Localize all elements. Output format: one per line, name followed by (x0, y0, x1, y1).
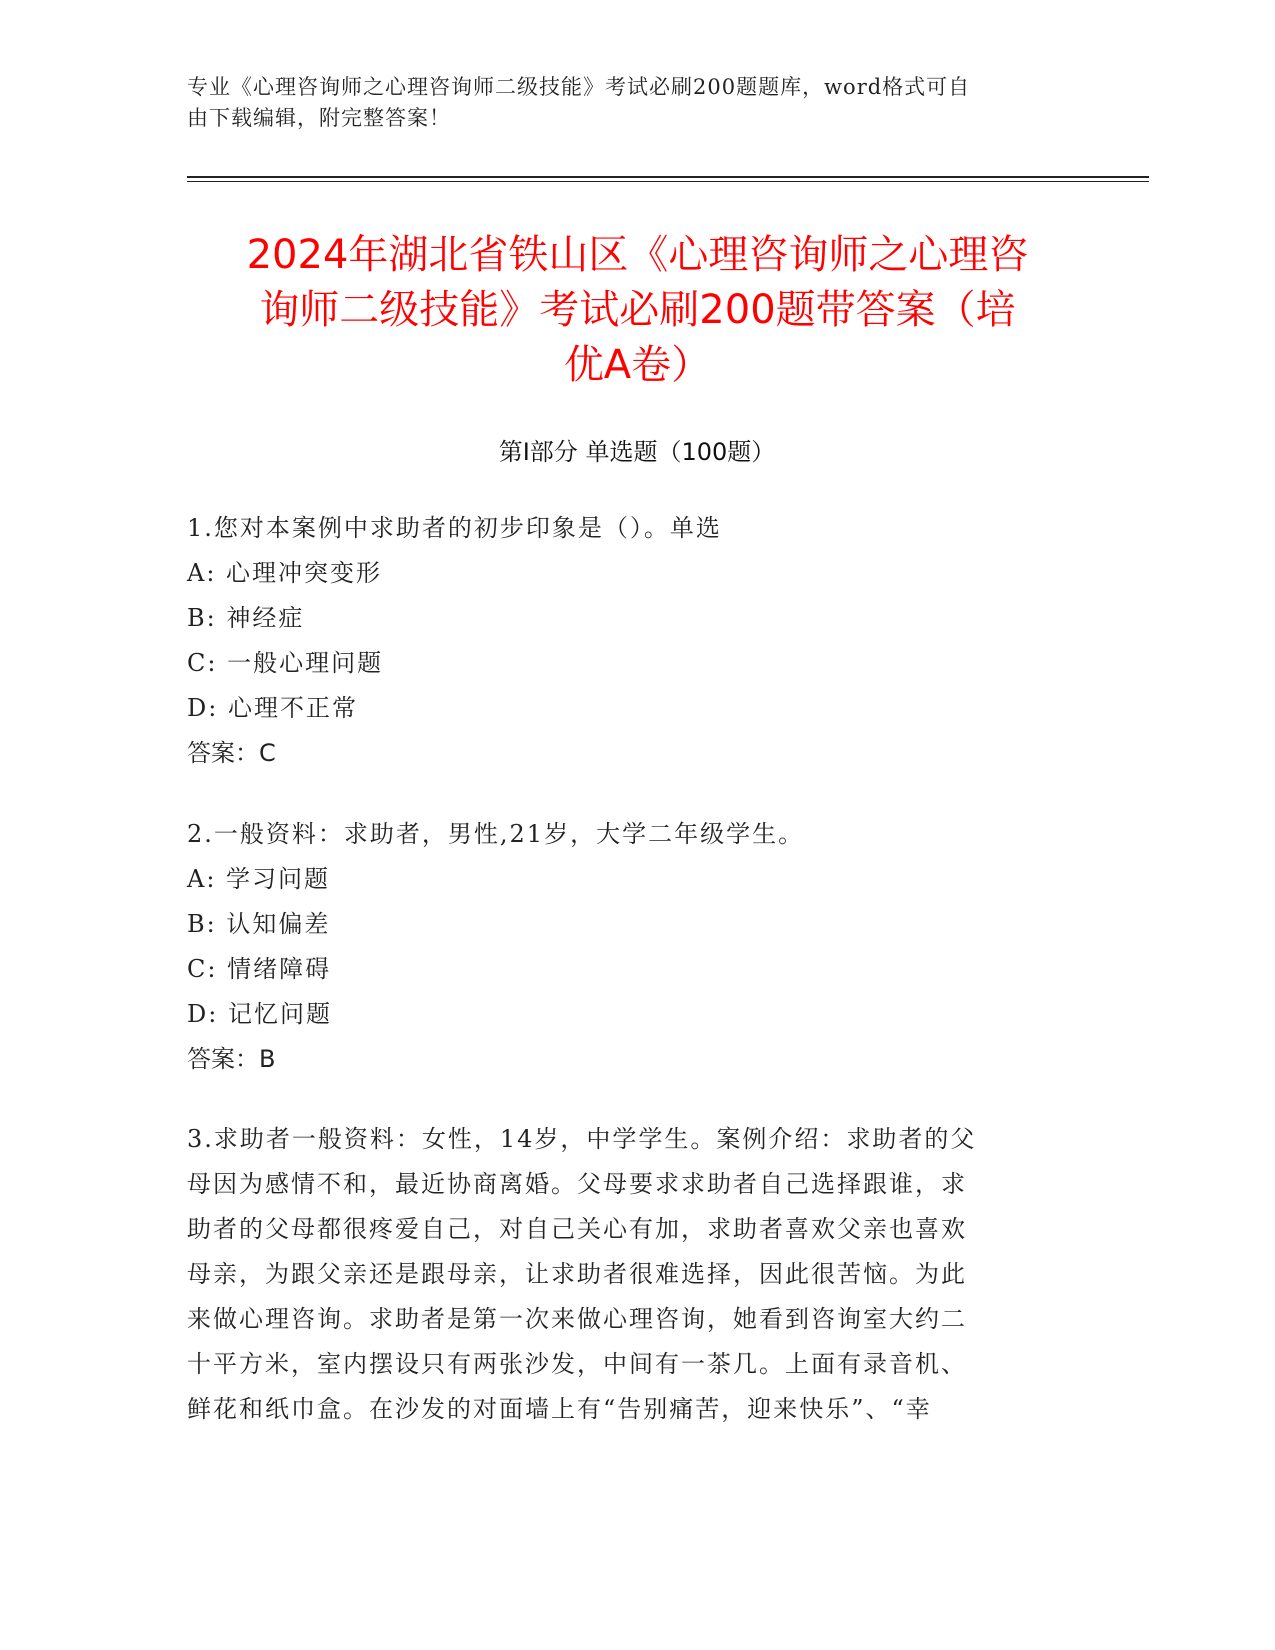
question-stem-line: 母亲，为跟父亲还是跟母亲，让求助者很难选择，因此很苦恼。为此 (187, 1260, 967, 1288)
option-c: C: 一般心理问题 (187, 649, 384, 677)
header-divider-thick (187, 176, 1149, 178)
section-title: 第Ⅰ部分 单选题（100题） (498, 438, 776, 466)
title-line2: 询师二级技能》考试必刷200题带答案（培 (259, 287, 1016, 333)
title-line3: 优A卷） (563, 342, 712, 388)
header-note (187, 72, 1087, 134)
answer: 答案：B (187, 1045, 276, 1073)
question-stem: 1.您对本案例中求助者的初步印象是（）。单选 (187, 514, 722, 542)
question-3 (187, 1117, 1057, 1432)
option-b: B: 认知偏差 (187, 910, 331, 938)
question-stem-line: 鲜花和纸巾盒。在沙发的对面墙上有“告别痛苦，迎来快乐”、“幸 (187, 1395, 932, 1423)
question-stem-line: 十平方米，室内摆设只有两张沙发，中间有一茶几。上面有录音机、 (187, 1350, 967, 1378)
answer: 答案：C (187, 739, 276, 767)
question-stem-line: 助者的父母都很疼爱自己，对自己关心有加，求助者喜欢父亲也喜欢 (187, 1215, 967, 1243)
option-c: C: 情绪障碍 (187, 955, 332, 983)
question-stem-line: 3.求助者一般资料：女性，14岁，中学学生。案例介绍：求助者的父 (187, 1125, 977, 1153)
question-stem: 2.一般资料：求助者，男性,21岁，大学二年级学生。 (187, 820, 805, 848)
title-line1: 2024年湖北省铁山区《心理咨询师之心理咨 (246, 232, 1029, 278)
question-1 (187, 506, 1057, 776)
option-a: A: 学习问题 (187, 865, 331, 893)
option-d: D: 心理不正常 (187, 694, 358, 722)
question-stem-line: 来做心理咨询。求助者是第一次来做心理咨询，她看到咨询室大约二 (187, 1305, 967, 1333)
document-title (160, 228, 1115, 393)
option-b: B: 神经症 (187, 604, 305, 632)
question-2 (187, 812, 1057, 1082)
option-a: A: 心理冲突变形 (187, 559, 383, 587)
header-note-line1: 专业《心理咨询师之心理咨询师二级技能》考试必刷200题题库，word格式可自 (187, 75, 971, 99)
header-divider-thin (187, 181, 1149, 182)
header-note-line2: 由下载编辑，附完整答案！ (187, 106, 451, 130)
option-d: D: 记忆问题 (187, 1000, 332, 1028)
question-stem-line: 母因为感情不和，最近协商离婚。父母要求求助者自己选择跟谁，求 (187, 1170, 967, 1198)
